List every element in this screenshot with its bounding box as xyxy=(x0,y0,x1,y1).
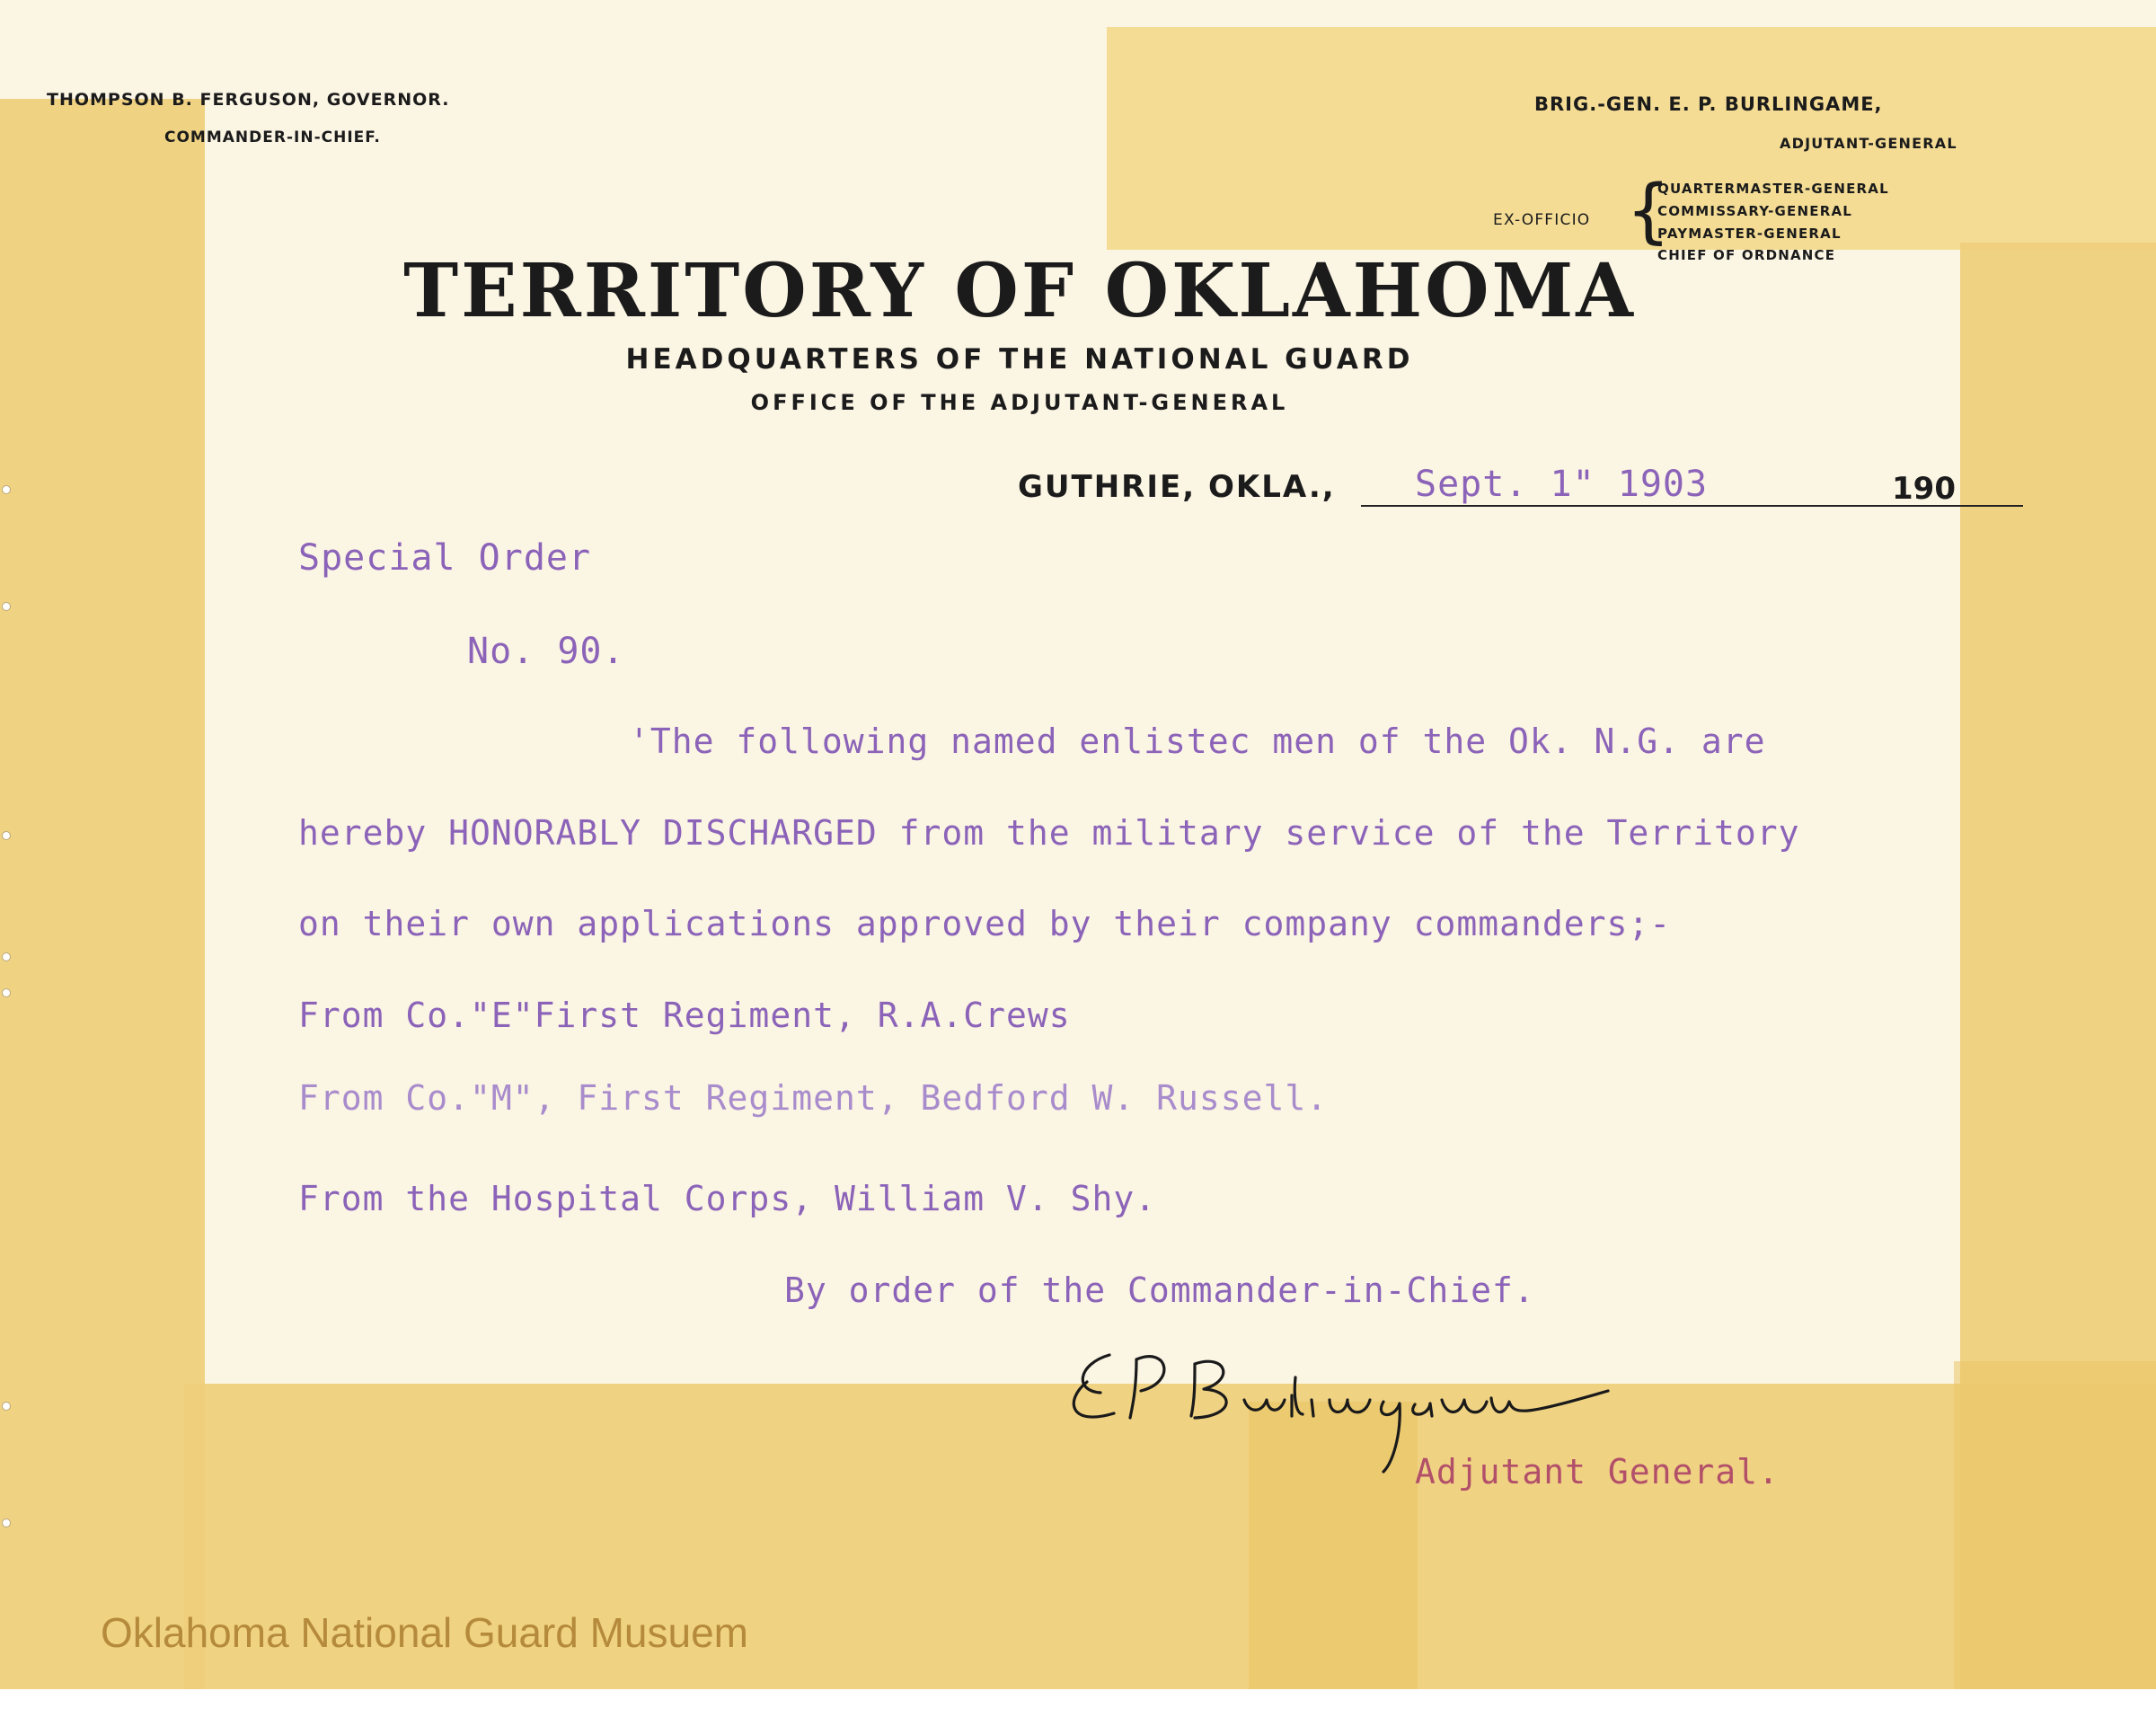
adjutant-title: ADJUTANT-GENERAL xyxy=(1780,135,1957,152)
punch-hole xyxy=(2,988,11,997)
letterhead-subtitle: HEADQUARTERS OF THE NATIONAL GUARD xyxy=(625,343,1414,376)
punch-hole xyxy=(2,831,11,840)
governor-name: THOMPSON B. FERGUSON, GOVERNOR. xyxy=(47,90,450,110)
order-number: No. 90. xyxy=(467,631,625,672)
order-heading: Special Order xyxy=(298,537,592,579)
discharge-line: From Co."M", First Regiment, Bedford W. Russell. xyxy=(298,1078,1329,1118)
punch-hole xyxy=(2,1518,11,1527)
body-line: hereby HONORABLY DISCHARGED from the military service of the Territory xyxy=(298,813,1800,853)
body-line: on their own applications approved by their company commanders;- xyxy=(298,904,1672,943)
ex-officio-role: PAYMASTER-GENERAL xyxy=(1657,226,1842,242)
punch-hole xyxy=(2,602,11,611)
year-prefix: 190 xyxy=(1892,471,1956,507)
discharge-line: From the Hospital Corps, William V. Shy. xyxy=(298,1179,1157,1218)
punch-hole xyxy=(2,1402,11,1411)
tape-bottom-right-patch xyxy=(1954,1361,2156,1689)
ex-officio-brace: { xyxy=(1626,171,1671,252)
closing-line: By order of the Commander-in-Chief. xyxy=(784,1270,1535,1310)
body-line: 'The following named enlistec men of the Ok. N.G. are xyxy=(629,721,1766,761)
ex-officio-role: CHIEF OF ORDNANCE xyxy=(1657,247,1836,263)
punch-hole xyxy=(2,952,11,961)
tape-left xyxy=(0,99,205,1689)
punch-hole xyxy=(2,485,11,494)
letterhead-office: OFFICE OF THE ADJUTANT-GENERAL xyxy=(750,390,1289,415)
ex-officio-role: COMMISSARY-GENERAL xyxy=(1657,203,1853,219)
ex-officio-role: QUARTERMASTER-GENERAL xyxy=(1657,181,1889,197)
museum-caption: Oklahoma National Guard Musuem xyxy=(101,1609,748,1656)
adjutant-name: BRIG.-GEN. E. P. BURLINGAME, xyxy=(1534,93,1883,115)
ex-officio-label: EX-OFFICIO xyxy=(1493,211,1591,229)
order-date: Sept. 1" 1903 xyxy=(1415,464,1709,505)
letterhead-title: TERRITORY OF OKLAHOMA xyxy=(403,248,1636,334)
governor-title: COMMANDER-IN-CHIEF. xyxy=(164,128,381,146)
signer-title: Adjutant General. xyxy=(1415,1452,1780,1492)
place-line: GUTHRIE, OKLA., xyxy=(1018,469,1336,505)
discharge-line: From Co."E"First Regiment, R.A.Crews xyxy=(298,996,1071,1035)
